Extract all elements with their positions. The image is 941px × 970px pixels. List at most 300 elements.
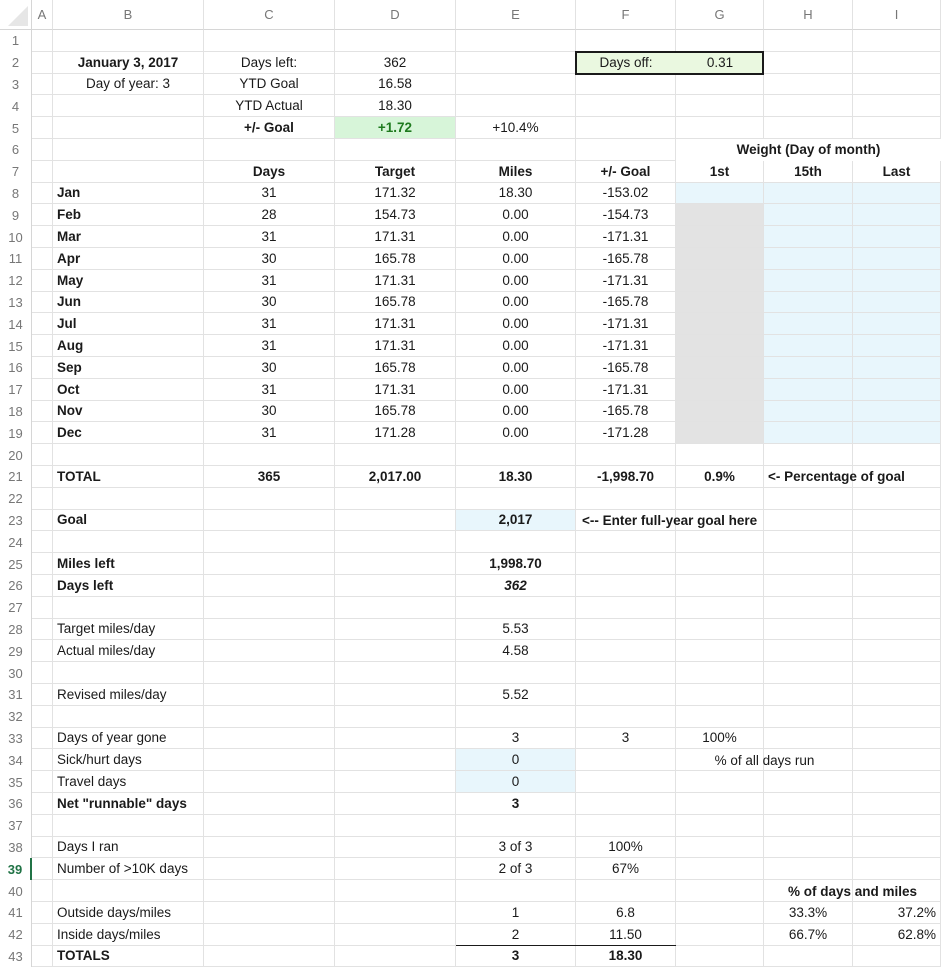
ytd-actual-label[interactable]: YTD Actual (204, 95, 335, 117)
cell-a28[interactable] (32, 619, 53, 641)
cell-a17[interactable] (32, 379, 53, 401)
cell-b27[interactable] (53, 597, 204, 619)
cell-a16[interactable] (32, 357, 53, 379)
month-name[interactable]: Sep (53, 357, 204, 379)
cell-h25[interactable] (764, 553, 853, 575)
cell-d24[interactable] (335, 531, 456, 553)
cell-d6[interactable] (335, 139, 456, 161)
header-plus-minus-goal[interactable]: +/- Goal (576, 161, 676, 183)
cell-i9[interactable] (853, 204, 941, 226)
row-header-31[interactable]: 31 (0, 684, 32, 706)
month-target[interactable]: 171.31 (335, 379, 456, 401)
cell-c26[interactable] (204, 575, 335, 597)
cell-f27[interactable] (576, 597, 676, 619)
cell-g25[interactable] (676, 553, 764, 575)
row-header-22[interactable]: 22 (0, 488, 32, 510)
cell-g35[interactable] (676, 771, 764, 793)
target-miles-per-day-value[interactable]: 5.53 (456, 619, 576, 641)
cell-g6[interactable] (676, 139, 764, 161)
cell-g26[interactable] (676, 575, 764, 597)
cell-a24[interactable] (32, 531, 53, 553)
cell-h27[interactable] (764, 597, 853, 619)
inside-days[interactable]: 2 (456, 924, 576, 946)
cell-a40[interactable] (32, 880, 53, 902)
cell-c1[interactable] (204, 30, 335, 52)
row-header-6[interactable]: 6 (0, 139, 32, 161)
cell-a4[interactable] (32, 95, 53, 117)
month-days[interactable]: 31 (204, 379, 335, 401)
cell-d34[interactable] (335, 749, 456, 771)
row-header-29[interactable]: 29 (0, 640, 32, 662)
cell-a38[interactable] (32, 837, 53, 859)
cell-b7[interactable] (53, 161, 204, 183)
cell-i10[interactable] (853, 226, 941, 248)
cell-g29[interactable] (676, 640, 764, 662)
cell-d35[interactable] (335, 771, 456, 793)
cell-i5[interactable] (853, 117, 941, 139)
cell-a33[interactable] (32, 728, 53, 750)
days-ran-label[interactable]: Days I ran (53, 837, 204, 859)
cell-a29[interactable] (32, 640, 53, 662)
month-days[interactable]: 30 (204, 401, 335, 423)
cell-d28[interactable] (335, 619, 456, 641)
inside-pct-days[interactable]: 66.7% (764, 924, 853, 946)
cell-h6[interactable] (764, 139, 853, 161)
column-header-e[interactable]: E (456, 0, 576, 30)
row-header-24[interactable]: 24 (0, 531, 32, 553)
sick-days-input[interactable]: 0 (456, 749, 576, 771)
row-header-36[interactable]: 36 (0, 793, 32, 815)
cell-i1[interactable] (853, 30, 941, 52)
cell-e32[interactable] (456, 706, 576, 728)
month-days[interactable]: 30 (204, 292, 335, 314)
cell-c24[interactable] (204, 531, 335, 553)
month-name[interactable]: Oct (53, 379, 204, 401)
cell-f4[interactable] (576, 95, 676, 117)
cell-g18[interactable] (676, 401, 764, 423)
cell-i6[interactable] (853, 139, 941, 161)
cell-c27[interactable] (204, 597, 335, 619)
month-name[interactable]: Jan (53, 183, 204, 205)
month-name[interactable]: May (53, 270, 204, 292)
header-weight-15th[interactable]: 15th (764, 161, 853, 183)
row-header-26[interactable]: 26 (0, 575, 32, 597)
cell-f22[interactable] (576, 488, 676, 510)
cell-a12[interactable] (32, 270, 53, 292)
month-target[interactable]: 171.28 (335, 422, 456, 444)
days-ran-pct[interactable]: 100% (576, 837, 676, 859)
inside-label[interactable]: Inside days/miles (53, 924, 204, 946)
row-header-27[interactable]: 27 (0, 597, 32, 619)
month-target[interactable]: 171.32 (335, 183, 456, 205)
miles-left-value[interactable]: 1,998.70 (456, 553, 576, 575)
plus-minus-goal-value[interactable]: +1.72 (335, 117, 456, 139)
column-header-h[interactable]: H (764, 0, 853, 30)
cell-h5[interactable] (764, 117, 853, 139)
cell-d29[interactable] (335, 640, 456, 662)
cell-c36[interactable] (204, 793, 335, 815)
cell-g4[interactable] (676, 95, 764, 117)
goal-label[interactable]: Goal (53, 510, 204, 532)
cell-f32[interactable] (576, 706, 676, 728)
travel-days-input[interactable]: 0 (456, 771, 576, 793)
cell-i17[interactable] (853, 379, 941, 401)
cell-g40[interactable] (676, 880, 764, 902)
inside-miles[interactable]: 11.50 (576, 924, 676, 946)
day-of-year[interactable]: Day of year: 3 (53, 74, 204, 96)
cell-i37[interactable] (853, 815, 941, 837)
actual-miles-per-day-value[interactable]: 4.58 (456, 640, 576, 662)
cell-c34[interactable] (204, 749, 335, 771)
cell-f28[interactable] (576, 619, 676, 641)
cell-e30[interactable] (456, 662, 576, 684)
cell-f23[interactable] (576, 510, 676, 532)
row-header-3[interactable]: 3 (0, 74, 32, 96)
cell-g22[interactable] (676, 488, 764, 510)
cell-f26[interactable] (576, 575, 676, 597)
cell-e22[interactable] (456, 488, 576, 510)
cell-h37[interactable] (764, 815, 853, 837)
row-header-30[interactable]: 30 (0, 662, 32, 684)
column-header-c[interactable]: C (204, 0, 335, 30)
month-miles[interactable]: 0.00 (456, 379, 576, 401)
month-target[interactable]: 165.78 (335, 401, 456, 423)
cell-d36[interactable] (335, 793, 456, 815)
cell-c23[interactable] (204, 510, 335, 532)
row-header-14[interactable]: 14 (0, 313, 32, 335)
cell-h28[interactable] (764, 619, 853, 641)
cell-i27[interactable] (853, 597, 941, 619)
cell-e20[interactable] (456, 444, 576, 466)
cell-i38[interactable] (853, 837, 941, 859)
row-header-4[interactable]: 4 (0, 95, 32, 117)
cell-c35[interactable] (204, 771, 335, 793)
cell-g28[interactable] (676, 619, 764, 641)
days-left-value[interactable]: 362 (335, 52, 456, 74)
month-plus-minus-goal[interactable]: -171.31 (576, 335, 676, 357)
cell-h19[interactable] (764, 422, 853, 444)
cell-f36[interactable] (576, 793, 676, 815)
cell-i3[interactable] (853, 74, 941, 96)
cell-i13[interactable] (853, 292, 941, 314)
row-header-38[interactable]: 38 (0, 837, 32, 859)
row-header-28[interactable]: 28 (0, 619, 32, 641)
cell-h30[interactable] (764, 662, 853, 684)
cell-i39[interactable] (853, 858, 941, 880)
cell-d40[interactable] (335, 880, 456, 902)
month-miles[interactable]: 0.00 (456, 226, 576, 248)
cell-a35[interactable] (32, 771, 53, 793)
cell-d39[interactable] (335, 858, 456, 880)
cell-i34[interactable] (853, 749, 941, 771)
cell-i28[interactable] (853, 619, 941, 641)
days-gone-pct[interactable]: 100% (676, 728, 764, 750)
ytd-goal-value[interactable]: 16.58 (335, 74, 456, 96)
month-plus-minus-goal[interactable]: -171.31 (576, 313, 676, 335)
cell-g15[interactable] (676, 335, 764, 357)
cell-g32[interactable] (676, 706, 764, 728)
header-days[interactable]: Days (204, 161, 335, 183)
cell-h9[interactable] (764, 204, 853, 226)
month-plus-minus-goal[interactable]: -154.73 (576, 204, 676, 226)
cell-f35[interactable] (576, 771, 676, 793)
month-name[interactable]: Feb (53, 204, 204, 226)
cell-h14[interactable] (764, 313, 853, 335)
days-left-value-2[interactable]: 362 (456, 575, 576, 597)
cell-i23[interactable] (853, 510, 941, 532)
cell-d42[interactable] (335, 924, 456, 946)
cell-f40[interactable] (576, 880, 676, 902)
cell-i12[interactable] (853, 270, 941, 292)
month-name[interactable]: Nov (53, 401, 204, 423)
cell-d33[interactable] (335, 728, 456, 750)
cell-a23[interactable] (32, 510, 53, 532)
cell-b22[interactable] (53, 488, 204, 510)
month-plus-minus-goal[interactable]: -165.78 (576, 292, 676, 314)
cell-i24[interactable] (853, 531, 941, 553)
current-date[interactable]: January 3, 2017 (53, 52, 204, 74)
tenk-days-label[interactable]: Number of >10K days (53, 858, 204, 880)
ytd-actual-value[interactable]: 18.30 (335, 95, 456, 117)
cell-g13[interactable] (676, 292, 764, 314)
cell-h29[interactable] (764, 640, 853, 662)
cell-g30[interactable] (676, 662, 764, 684)
row-header-34[interactable]: 34 (0, 749, 32, 771)
header-weight-1st[interactable]: 1st (676, 161, 764, 183)
month-days[interactable]: 31 (204, 313, 335, 335)
cell-i2[interactable] (853, 52, 941, 74)
month-target[interactable]: 171.31 (335, 335, 456, 357)
cell-a13[interactable] (32, 292, 53, 314)
row-header-19[interactable]: 19 (0, 422, 32, 444)
month-miles[interactable]: 0.00 (456, 335, 576, 357)
month-target[interactable]: 171.31 (335, 313, 456, 335)
cell-h33[interactable] (764, 728, 853, 750)
cell-d26[interactable] (335, 575, 456, 597)
total-plus-minus-goal[interactable]: -1,998.70 (576, 466, 676, 488)
cell-h35[interactable] (764, 771, 853, 793)
cell-h43[interactable] (764, 946, 853, 968)
cell-c42[interactable] (204, 924, 335, 946)
net-runnable-days-value[interactable]: 3 (456, 793, 576, 815)
cell-h13[interactable] (764, 292, 853, 314)
cell-b37[interactable] (53, 815, 204, 837)
cell-g8[interactable] (676, 183, 764, 205)
cell-h1[interactable] (764, 30, 853, 52)
month-name[interactable]: Apr (53, 248, 204, 270)
revised-miles-per-day-label[interactable]: Revised miles/day (53, 684, 204, 706)
month-days[interactable]: 30 (204, 357, 335, 379)
cell-h23[interactable] (764, 510, 853, 532)
cell-g3[interactable] (676, 74, 764, 96)
cell-b30[interactable] (53, 662, 204, 684)
days-ran-value[interactable]: 3 of 3 (456, 837, 576, 859)
cell-e4[interactable] (456, 95, 576, 117)
cell-d43[interactable] (335, 946, 456, 968)
cell-c37[interactable] (204, 815, 335, 837)
cell-f1[interactable] (576, 30, 676, 52)
cell-e3[interactable] (456, 74, 576, 96)
row-header-39[interactable]: 39 (0, 858, 32, 880)
miles-left-label[interactable]: Miles left (53, 553, 204, 575)
cell-a18[interactable] (32, 401, 53, 423)
row-header-16[interactable]: 16 (0, 357, 32, 379)
row-header-2[interactable]: 2 (0, 52, 32, 74)
cell-i19[interactable] (853, 422, 941, 444)
cell-d32[interactable] (335, 706, 456, 728)
cell-h3[interactable] (764, 74, 853, 96)
travel-days-label[interactable]: Travel days (53, 771, 204, 793)
net-runnable-days-label[interactable]: Net "runnable" days (53, 793, 204, 815)
cell-d23[interactable] (335, 510, 456, 532)
cell-i40[interactable] (853, 880, 941, 902)
cell-c25[interactable] (204, 553, 335, 575)
inside-pct-miles[interactable]: 62.8% (853, 924, 941, 946)
cell-b20[interactable] (53, 444, 204, 466)
cell-g20[interactable] (676, 444, 764, 466)
month-target[interactable]: 165.78 (335, 248, 456, 270)
totals-days[interactable]: 3 (456, 946, 576, 968)
cell-c43[interactable] (204, 946, 335, 968)
cell-a19[interactable] (32, 422, 53, 444)
cell-d31[interactable] (335, 684, 456, 706)
month-miles[interactable]: 0.00 (456, 422, 576, 444)
target-miles-per-day-label[interactable]: Target miles/day (53, 619, 204, 641)
cell-g17[interactable] (676, 379, 764, 401)
row-header-25[interactable]: 25 (0, 553, 32, 575)
revised-miles-per-day-value[interactable]: 5.52 (456, 684, 576, 706)
row-header-40[interactable]: 40 (0, 880, 32, 902)
row-header-18[interactable]: 18 (0, 401, 32, 423)
cell-h22[interactable] (764, 488, 853, 510)
cell-a32[interactable] (32, 706, 53, 728)
cell-d41[interactable] (335, 902, 456, 924)
cell-f31[interactable] (576, 684, 676, 706)
outside-pct-days[interactable]: 33.3% (764, 902, 853, 924)
cell-a8[interactable] (32, 183, 53, 205)
days-left-label[interactable]: Days left: (204, 52, 335, 74)
month-days[interactable]: 31 (204, 270, 335, 292)
days-gone-value[interactable]: 3 (456, 728, 576, 750)
month-miles[interactable]: 0.00 (456, 401, 576, 423)
days-off-box[interactable] (575, 51, 764, 75)
row-header-9[interactable]: 9 (0, 204, 32, 226)
month-days[interactable]: 31 (204, 422, 335, 444)
month-target[interactable]: 165.78 (335, 357, 456, 379)
cell-g34[interactable] (676, 749, 764, 771)
month-name[interactable]: Jun (53, 292, 204, 314)
row-header-11[interactable]: 11 (0, 248, 32, 270)
cell-g43[interactable] (676, 946, 764, 968)
outside-miles[interactable]: 6.8 (576, 902, 676, 924)
cell-e6[interactable] (456, 139, 576, 161)
month-miles[interactable]: 0.00 (456, 270, 576, 292)
cell-a43[interactable] (32, 946, 53, 968)
cell-h38[interactable] (764, 837, 853, 859)
cell-i32[interactable] (853, 706, 941, 728)
cell-e37[interactable] (456, 815, 576, 837)
total-target[interactable]: 2,017.00 (335, 466, 456, 488)
cell-a27[interactable] (32, 597, 53, 619)
header-miles[interactable]: Miles (456, 161, 576, 183)
header-target[interactable]: Target (335, 161, 456, 183)
month-miles[interactable]: 18.30 (456, 183, 576, 205)
cell-g36[interactable] (676, 793, 764, 815)
cell-i31[interactable] (853, 684, 941, 706)
cell-a15[interactable] (32, 335, 53, 357)
cell-b6[interactable] (53, 139, 204, 161)
row-header-15[interactable]: 15 (0, 335, 32, 357)
row-header-20[interactable]: 20 (0, 444, 32, 466)
plus-minus-goal-pct[interactable]: +10.4% (456, 117, 576, 139)
cell-a37[interactable] (32, 815, 53, 837)
cell-d37[interactable] (335, 815, 456, 837)
select-all-corner[interactable] (0, 0, 32, 30)
days-left-label-2[interactable]: Days left (53, 575, 204, 597)
row-header-33[interactable]: 33 (0, 728, 32, 750)
header-weight-last[interactable]: Last (853, 161, 941, 183)
cell-i21[interactable] (853, 466, 941, 488)
cell-h15[interactable] (764, 335, 853, 357)
row-header-7[interactable]: 7 (0, 161, 32, 183)
cell-g9[interactable] (676, 204, 764, 226)
cell-i33[interactable] (853, 728, 941, 750)
cell-f34[interactable] (576, 749, 676, 771)
month-miles[interactable]: 0.00 (456, 292, 576, 314)
cell-g1[interactable] (676, 30, 764, 52)
cell-b32[interactable] (53, 706, 204, 728)
cell-c29[interactable] (204, 640, 335, 662)
cell-a25[interactable] (32, 553, 53, 575)
cell-i20[interactable] (853, 444, 941, 466)
cell-h40[interactable] (764, 880, 853, 902)
month-plus-minus-goal[interactable]: -171.28 (576, 422, 676, 444)
column-header-b[interactable]: B (53, 0, 204, 30)
totals-miles[interactable]: 18.30 (576, 946, 676, 968)
cell-h12[interactable] (764, 270, 853, 292)
cell-a41[interactable] (32, 902, 53, 924)
row-header-35[interactable]: 35 (0, 771, 32, 793)
cell-i11[interactable] (853, 248, 941, 270)
month-miles[interactable]: 0.00 (456, 204, 576, 226)
month-plus-minus-goal[interactable]: -171.31 (576, 226, 676, 248)
cell-b4[interactable] (53, 95, 204, 117)
cell-a21[interactable] (32, 466, 53, 488)
ytd-goal-label[interactable]: YTD Goal (204, 74, 335, 96)
row-header-43[interactable]: 43 (0, 946, 32, 968)
total-days[interactable]: 365 (204, 466, 335, 488)
cell-g23[interactable] (676, 510, 764, 532)
cell-b40[interactable] (53, 880, 204, 902)
outside-pct-miles[interactable]: 37.2% (853, 902, 941, 924)
month-name[interactable]: Dec (53, 422, 204, 444)
cell-a3[interactable] (32, 74, 53, 96)
row-header-10[interactable]: 10 (0, 226, 32, 248)
month-miles[interactable]: 0.00 (456, 357, 576, 379)
month-days[interactable]: 31 (204, 226, 335, 248)
month-miles[interactable]: 0.00 (456, 313, 576, 335)
cell-h10[interactable] (764, 226, 853, 248)
month-name[interactable]: Aug (53, 335, 204, 357)
row-header-42[interactable]: 42 (0, 924, 32, 946)
month-plus-minus-goal[interactable]: -165.78 (576, 248, 676, 270)
month-target[interactable]: 154.73 (335, 204, 456, 226)
cell-g41[interactable] (676, 902, 764, 924)
cell-i22[interactable] (853, 488, 941, 510)
cell-h4[interactable] (764, 95, 853, 117)
cell-h11[interactable] (764, 248, 853, 270)
cell-i26[interactable] (853, 575, 941, 597)
